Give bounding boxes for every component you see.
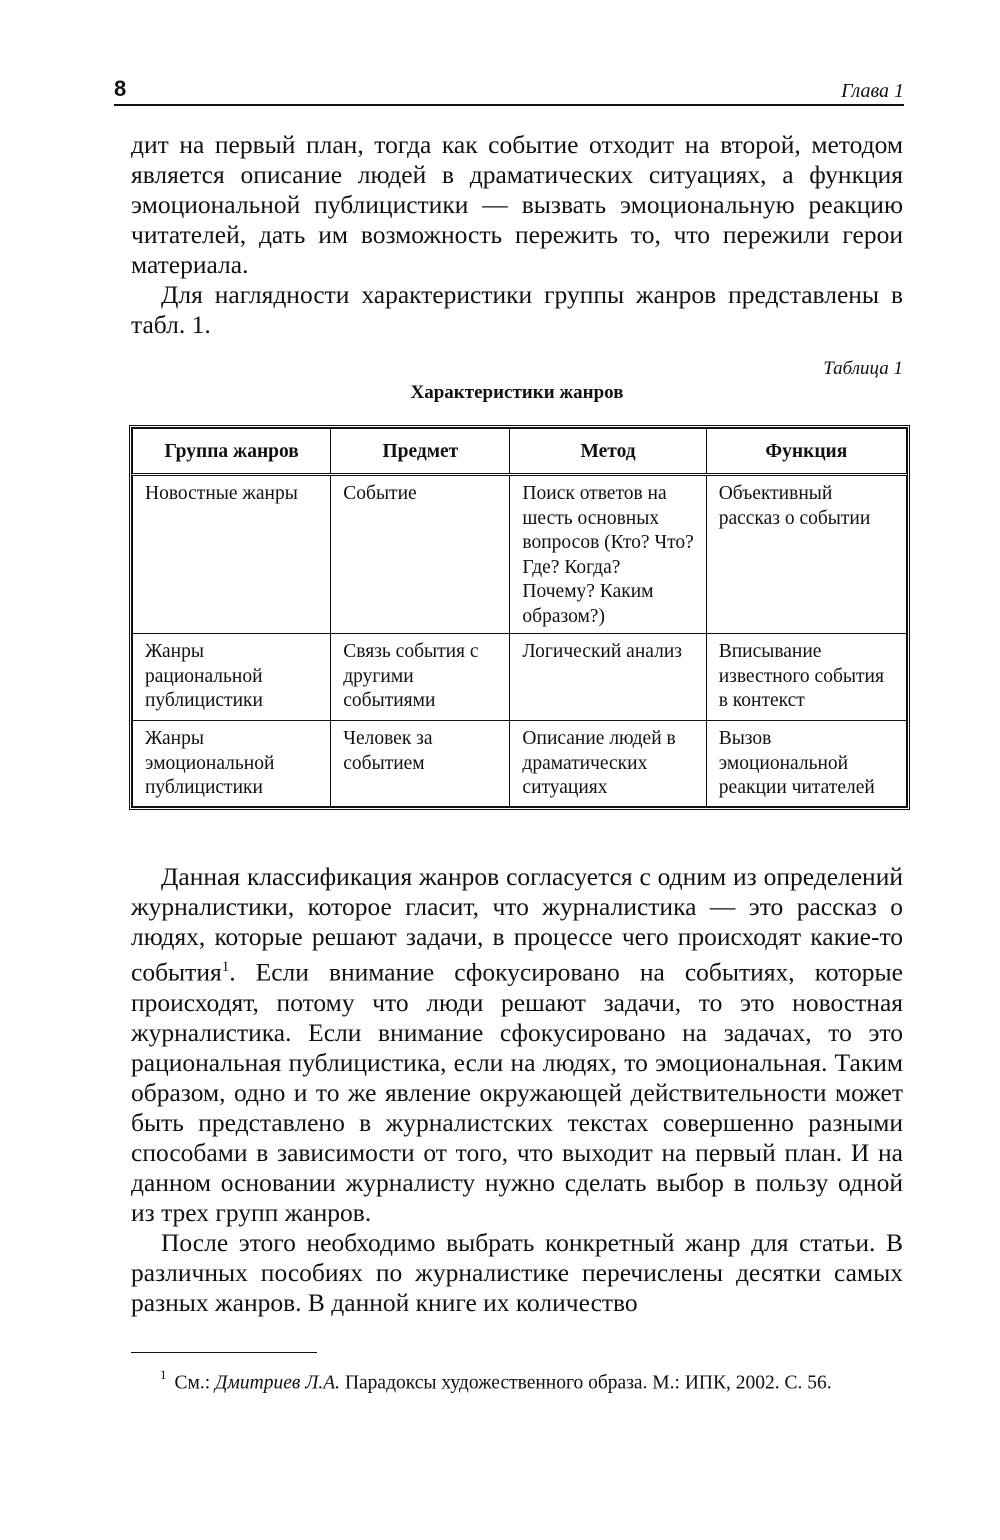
chapter-title: Глава 1: [841, 80, 904, 102]
table-cell: Человек за событием: [331, 721, 510, 807]
genre-table: [129, 425, 910, 810]
footnote: [160, 1364, 832, 1397]
footnote-source: Парадоксы художественного образа. М.: ИПК, 2002. С. 56.: [344, 1372, 832, 1394]
footnote-prefix: См.:: [174, 1372, 211, 1394]
footnote-divider: [131, 1352, 317, 1353]
body-text-top: [131, 130, 903, 340]
table-cell: Событие: [331, 475, 510, 634]
table-cell: Жанры рациональной публицистики: [133, 634, 331, 721]
column-header: Предмет: [331, 429, 510, 475]
page-number: 8: [114, 76, 127, 101]
table-row: [133, 721, 907, 807]
table-cell: Поиск ответов на шесть основных вопросов (Кто? Что? Где? Когда? Почему? Каким образом?): [510, 475, 706, 634]
paragraph-text: . Если внимание сфокусировано на событиях, которые происходят, потому что люди решают задачи, то это новостная журналистика. Если внимание сфокусировано на задачах, то это рациональная публицистика, если на людях, то эмоциональная. Таким образом, одно и то же явление окружающей действительности может быть представлено в журналистских текстах совершенно разными способами в зависимости от того, что выходит на первый план. И на данном основании журналисту нужно сделать выбор в пользу одной из трех групп жанров.: [131, 957, 903, 1227]
table-cell: Новостные жанры: [133, 475, 331, 634]
table-label: Таблица 1: [823, 358, 903, 379]
body-text-bottom: [131, 862, 903, 1318]
paragraph: После этого необходимо выбрать конкретный жанр для статьи. В различных пособиях по журналистике перечислены десятки самых разных жанров. В данной книге их количество: [131, 1227, 903, 1317]
footnote-ref: 1: [221, 959, 230, 975]
footnote-number: 1: [160, 1367, 167, 1382]
table-cell: Связь события с другими событиями: [331, 634, 510, 721]
paragraph: Для наглядности характеристики группы жанров представлены в табл. 1.: [131, 280, 903, 339]
table-cell: Описание людей в драматических ситуациях: [510, 721, 706, 807]
paragraph-text: Данная классификация жанров согласуется с одним из определений журналистики, которое гласит, что журналистика — это рассказ о людях, которые решают задачи, в процессе чего происходят какие-то события: [131, 862, 903, 987]
table-row: [133, 634, 907, 721]
column-header: Функция: [706, 429, 906, 475]
paragraph: дит на первый план, тогда как событие отходит на второй, методом является описание людей в драматических ситуациях, а функция эмоциональной публицистики — вызвать эмоциональную реакцию читателей, дать им возможность пережить то, что пережили герои материала.: [131, 130, 903, 279]
column-header: Метод: [510, 429, 706, 475]
table-row: [133, 475, 907, 634]
table-header-row: [133, 429, 907, 475]
table-cell: Вызов эмоциональной реакции читателей: [706, 721, 906, 807]
running-head: [114, 74, 904, 106]
table-cell: Вписывание известного события в контекст: [706, 634, 906, 721]
footnote-author: Дмитриев Л.А.: [215, 1372, 341, 1394]
paragraph: [131, 862, 903, 1228]
table-title: Характеристики жанров: [410, 382, 624, 403]
table-cell: Логический анализ: [510, 634, 706, 721]
column-header: Группа жанров: [133, 429, 331, 475]
table-cell: Жанры эмоциональной публицистики: [133, 721, 331, 807]
table-cell: Объективный рассказ о событии: [706, 475, 906, 634]
